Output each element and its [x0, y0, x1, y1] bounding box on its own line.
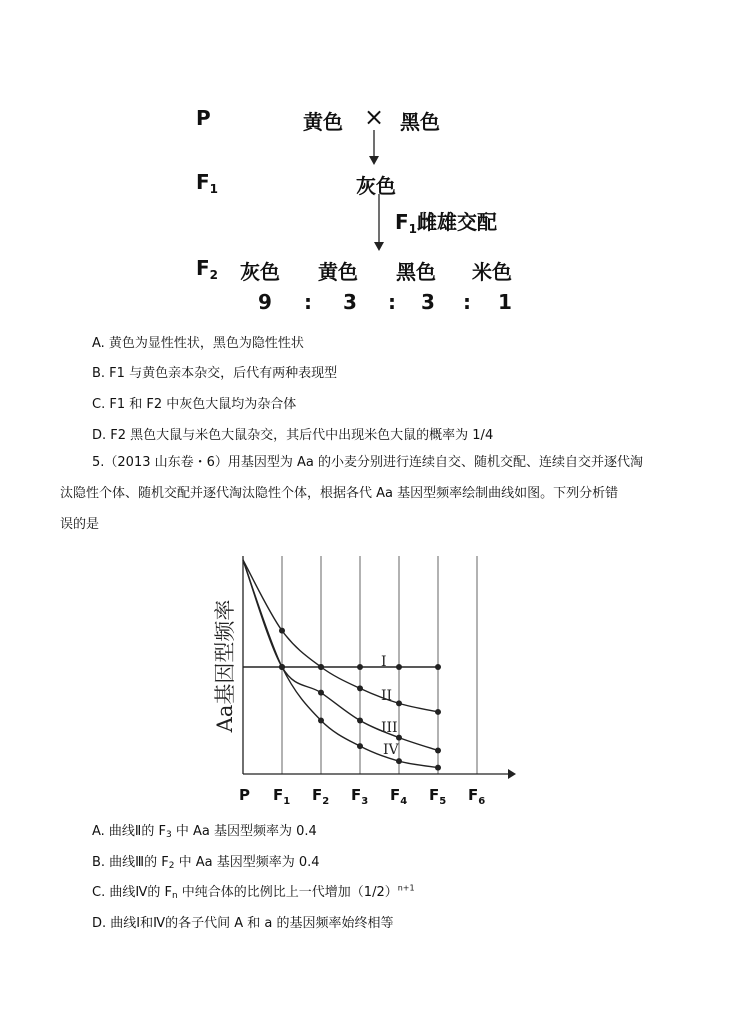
x-axis-arrow [508, 769, 516, 779]
curve-III [243, 560, 438, 750]
f1-phenotype: 灰色 [356, 174, 396, 198]
ratio-colon: : [388, 290, 396, 314]
x-tick-labels [239, 786, 485, 807]
y-axis-label: Aa基因型频率 [213, 599, 237, 733]
curve-IV [243, 560, 438, 768]
point-III-F3 [357, 718, 363, 724]
x-tick-F6: $F_6$ [468, 786, 486, 807]
curve-label-III: III [381, 720, 398, 736]
question-5-line-2: 汰隐性个体、随机交配并逐代淘汰隐性个体，根据各代 Aa 基因型频率绘制曲线如图。下列分析错 [60, 486, 619, 501]
f2-label: $F_2$ [196, 256, 219, 282]
genotype-frequency-chart [200, 548, 530, 810]
point-II-F2 [318, 664, 324, 670]
option-b: B. F1 与黄色亲本杂交，后代有两种表现型 [92, 366, 338, 381]
point-II-F5 [435, 709, 441, 715]
grid-lines [282, 556, 477, 774]
q5-option-d: D. 曲线Ⅰ和Ⅳ的各子代间 A 和 a 的基因频率始终相等 [92, 916, 394, 931]
option-c: C. F1 和 F2 中灰色大鼠均为杂合体 [92, 397, 297, 412]
ratio-colon: : [304, 290, 312, 314]
p-parent-yellow: 黄色 [303, 110, 343, 134]
point-I-F4 [396, 664, 402, 670]
p-label: P [196, 106, 211, 130]
f1-mating: $F_1$雌雄交配 [395, 210, 498, 236]
f1-label: $F_1$ [196, 170, 219, 196]
ratio-colon: : [463, 290, 471, 314]
point-IV-F2 [318, 718, 324, 724]
point-IV-F5 [435, 765, 441, 771]
point-II-F1 [279, 628, 285, 634]
x-tick-F3: $F_3$ [351, 786, 369, 807]
point-II-F3 [357, 685, 363, 691]
arrow-f1-to-f2 [371, 194, 387, 252]
arrow-p-to-f1 [366, 130, 382, 166]
ratio-1: 1 [498, 290, 512, 314]
f2-phenotype-beige: 米色 [472, 260, 512, 284]
q5-option-a: A. 曲线Ⅱ的 $F_3$ 中 Aa 基因型频率为 0.4 [92, 824, 317, 840]
x-tick-F1: $F_1$ [273, 786, 291, 807]
x-tick-F4: $F_4$ [390, 786, 408, 807]
x-tick-F2: $F_2$ [312, 786, 330, 807]
point-IV-F3 [357, 743, 363, 749]
curve-label-I: I [381, 654, 387, 670]
point-II-F4 [396, 700, 402, 706]
f2-phenotype-gray: 灰色 [240, 260, 280, 284]
curve-labels [381, 654, 400, 758]
point-IV-F4 [396, 758, 402, 764]
point-IV-F1 [279, 664, 285, 670]
curve-label-II: II [381, 688, 393, 704]
curve-label-IV: IV [383, 742, 399, 758]
cross-symbol: × [364, 103, 385, 131]
point-III-F5 [435, 747, 441, 753]
q5-option-b: B. 曲线Ⅲ的 $F_2$ 中 Aa 基因型频率为 0.4 [92, 855, 320, 871]
option-d: D. F2 黑色大鼠与米色大鼠杂交，其后代中出现米色大鼠的概率为 1/4 [92, 428, 494, 443]
x-tick-P: P [239, 786, 250, 804]
ratio-9: 9 [258, 290, 272, 314]
ratio-3b: 3 [421, 290, 435, 314]
point-I-F5 [435, 664, 441, 670]
f2-phenotype-yellow: 黄色 [318, 260, 358, 284]
f2-phenotype-black: 黑色 [396, 260, 436, 284]
question-5-line-1: 5.（2013 山东卷・6）用基因型为 Aa 的小麦分别进行连续自交、随机交配、连续自交并逐代淘 [92, 455, 644, 470]
point-III-F2 [318, 690, 324, 696]
point-I-F3 [357, 664, 363, 670]
ratio-3a: 3 [343, 290, 357, 314]
question-5-line-3: 误的是 [60, 517, 100, 532]
series-group [243, 560, 438, 768]
q5-option-c: C. 曲线Ⅳ的 $F_n$ 中纯合体的比例比上一代增加$(1/2)^{n+1}$ [92, 883, 415, 901]
x-tick-F5: $F_5$ [429, 786, 447, 807]
p-parent-black: 黑色 [400, 110, 440, 134]
curve-II [243, 560, 438, 712]
option-a: A. 黄色为显性性状，黑色为隐性性状 [92, 336, 304, 351]
